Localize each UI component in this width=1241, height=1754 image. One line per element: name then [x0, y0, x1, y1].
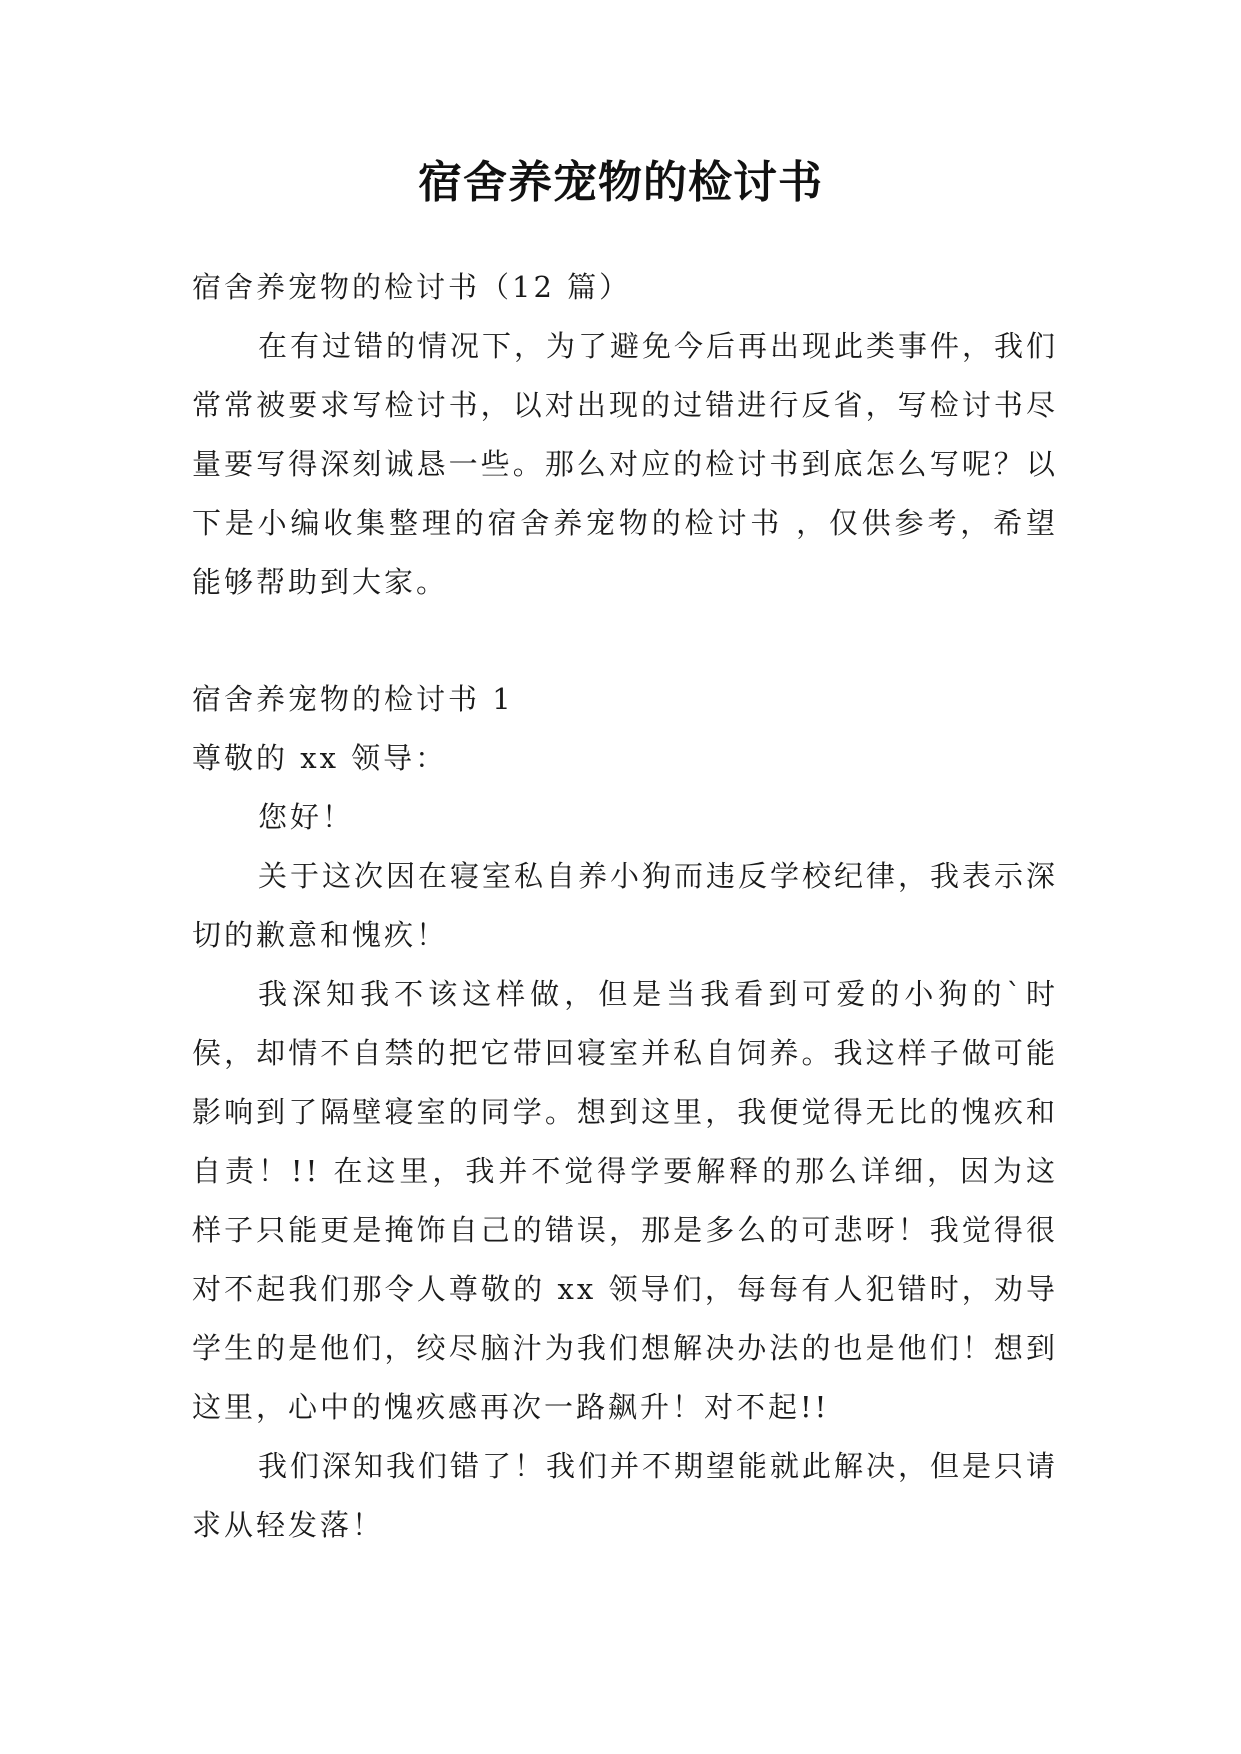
document-title: 宿舍养宠物的检讨书: [418, 157, 823, 208]
body-paragraph: 我们深知我们错了！我们并不期望能就此解决，但是只请求从轻发落！: [192, 1449, 1059, 1542]
section-gap: [192, 612, 1058, 670]
intro-paragraph: 在有过错的情况下，为了避免今后再出现此类事件，我们常常被要求写检讨书，以对出现的过错进行反省，写检讨书尽量要写得深刻诚恳一些。那么对应的检讨书到底怎么写呢？以下是小编收集整理的宿舍养宠物的检讨书 ，仅供参考，希望能够帮助到大家。: [192, 329, 1059, 599]
document-subtitle: 宿舍养宠物的检讨书（12 篇）: [192, 270, 632, 304]
greeting: 您好！: [258, 800, 355, 834]
body-paragraph: 关于这次因在寝室私自养小狗而违反学校纪律，我表示深切的歉意和愧疚！: [192, 859, 1059, 952]
body-paragraph: 我深知我不该这样做，但是当我看到可爱的小狗的`时侯，却情不自禁的把它带回寝室并私自饲养。我这样子做可能影响到了隔壁寝室的同学。想到这里，我便觉得无比的愧疚和自责！!! 在这里，我并不觉得学要解释的那么详细，因为这样子只能更是掩饰自己的错误，那是多么的可悲呀！我觉得很对不起我们那令人尊敬的 xx 领导们，每每有人犯错时，劝导学生的是他们，绞尽脑汁为我们想解决办法的也是他们！想到这里，心中的愧疚感再次一路飙升！对不起!!: [192, 977, 1058, 1424]
document-body: [192, 258, 1058, 1555]
salutation: 尊敬的 xx 领导：: [192, 741, 448, 775]
section-heading: 宿舍养宠物的检讨书 1: [192, 682, 514, 716]
